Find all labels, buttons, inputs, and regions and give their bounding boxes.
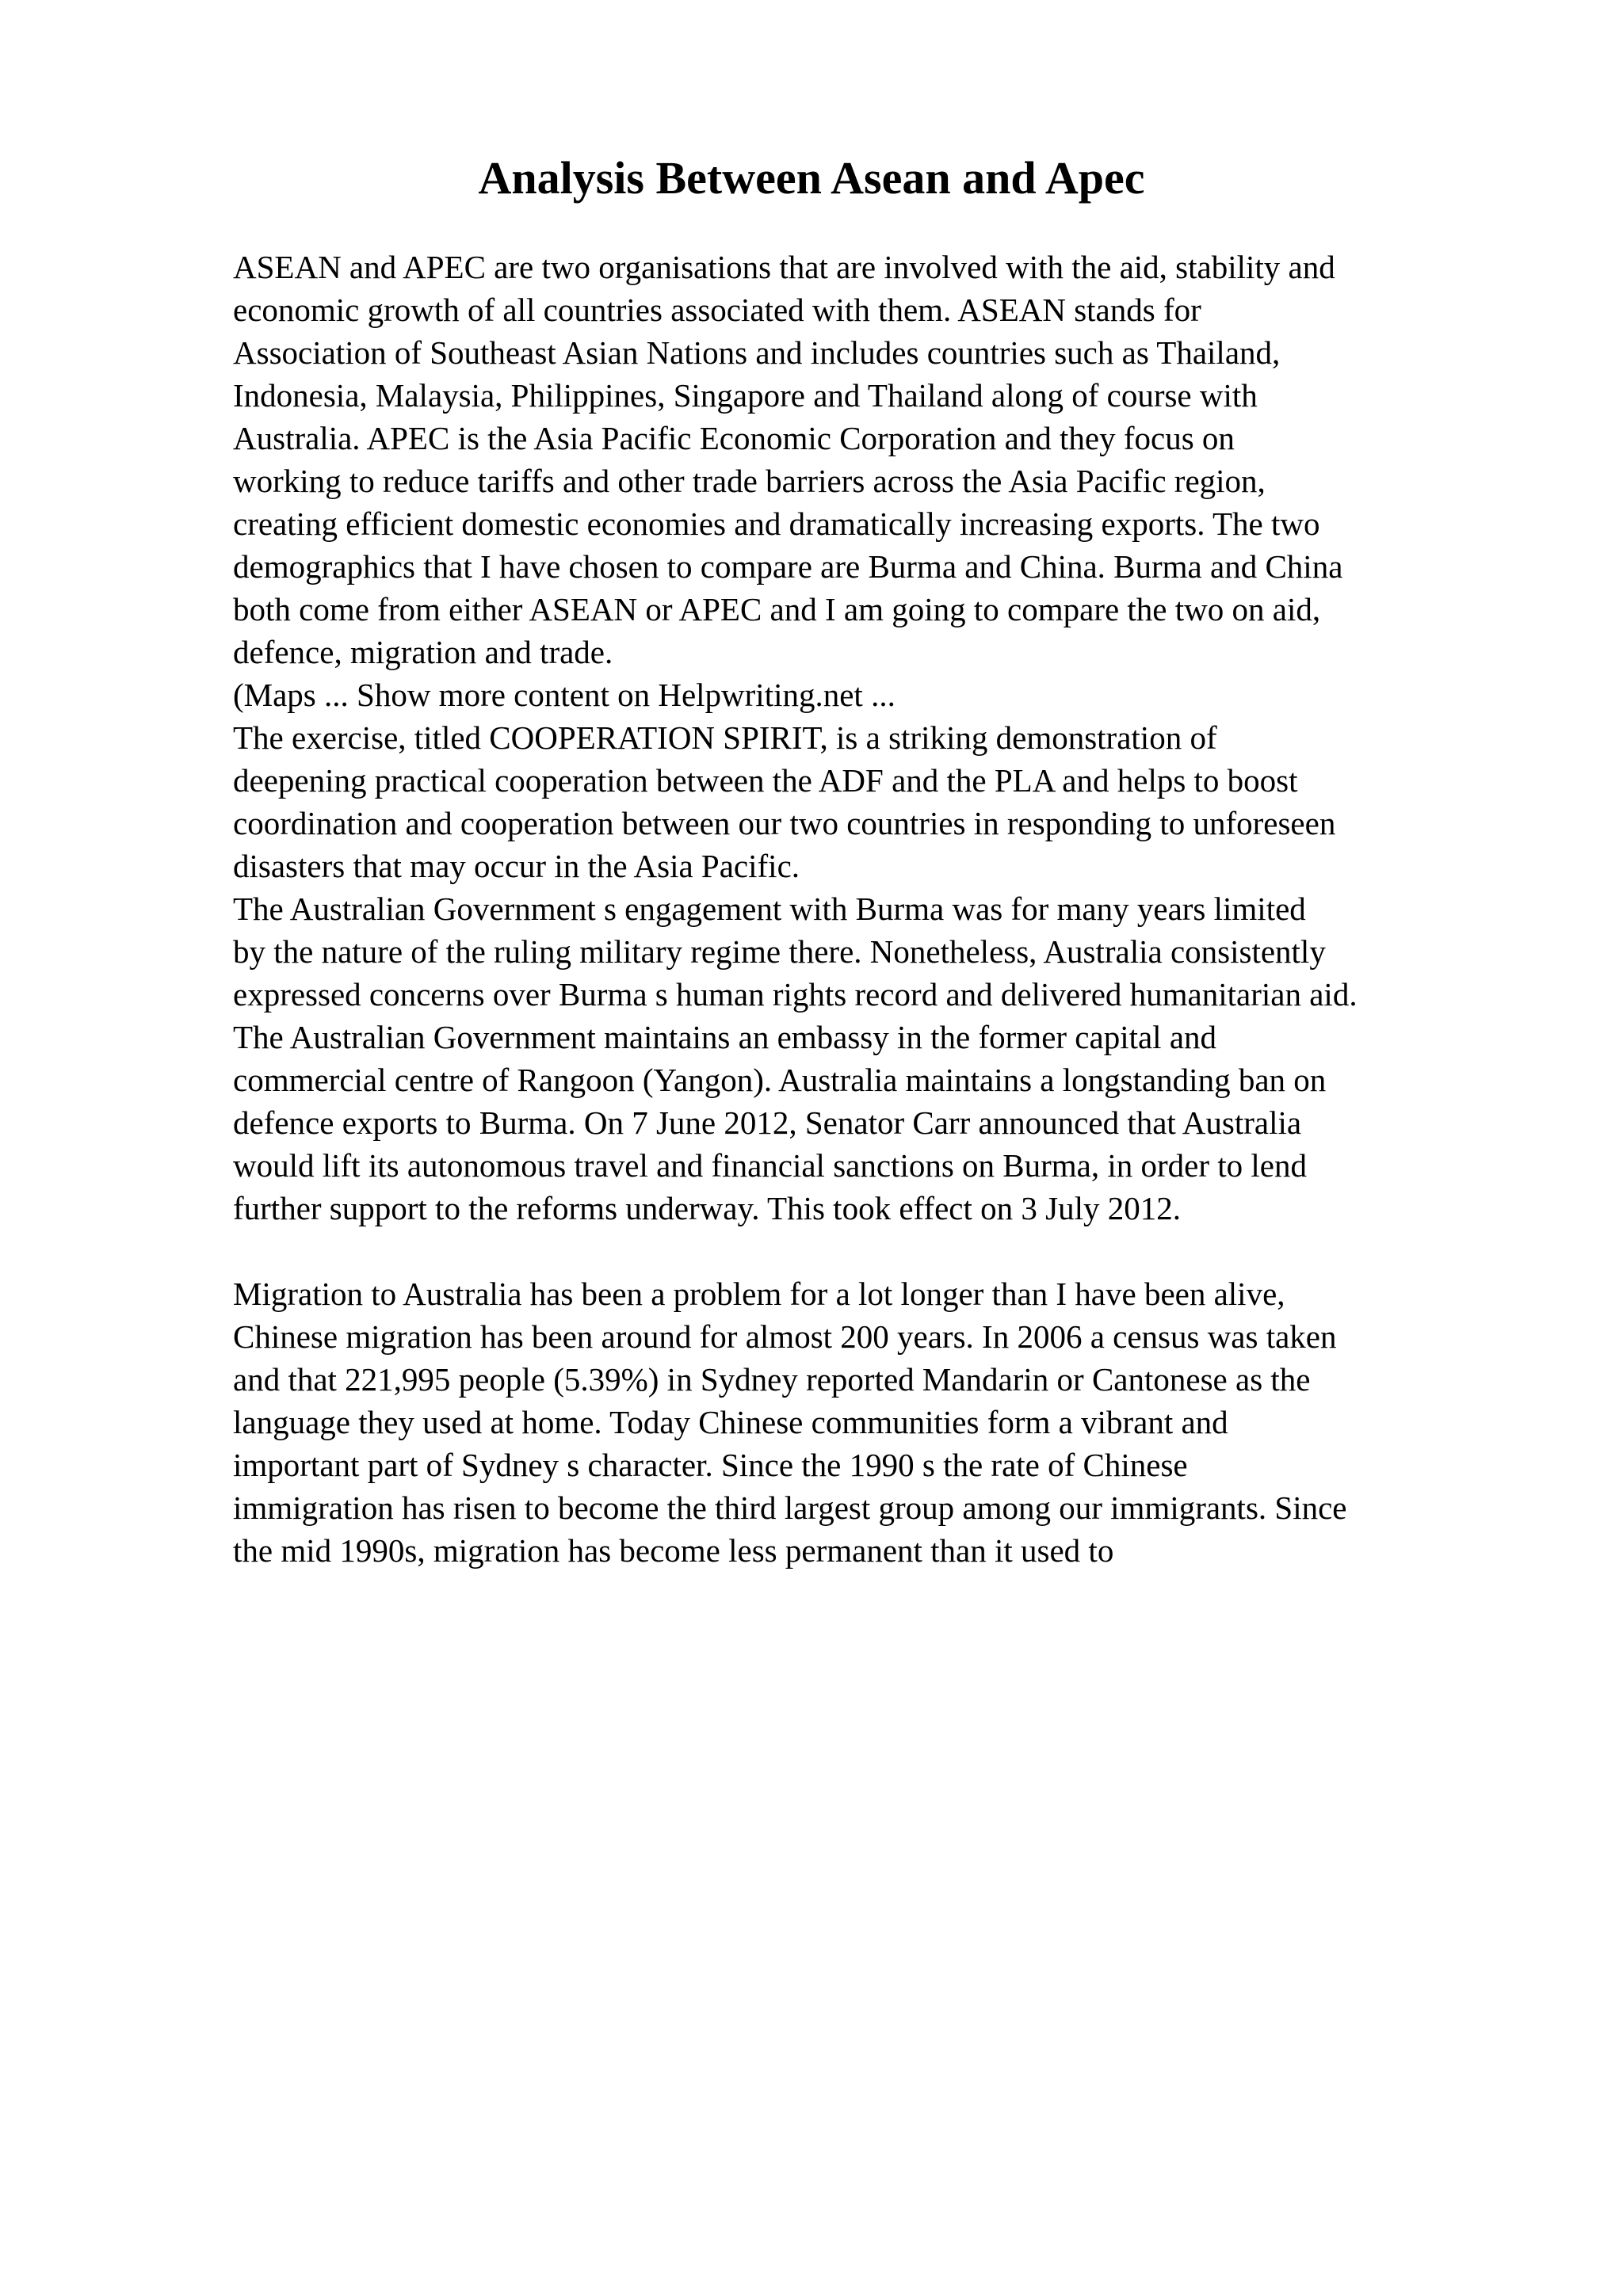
text-line: immigration has risen to become the third largest group among our immigrants. Since — [233, 1489, 1347, 1526]
text-line: language they used at home. Today Chinese communities form a vibrant and — [233, 1404, 1228, 1440]
paragraph — [233, 1272, 1541, 1572]
text-line: The Australian Government maintains an embassy in the former capital and — [233, 1019, 1217, 1055]
document-body — [233, 246, 1541, 1572]
text-line: disasters that may occur in the Asia Pacific. — [233, 848, 800, 884]
text-line: by the nature of the ruling military regime there. Nonetheless, Australia consistently — [233, 933, 1326, 970]
paragraph — [233, 716, 1541, 887]
text-line: expressed concerns over Burma s human rights record and delivered humanitarian aid. — [233, 976, 1358, 1013]
paragraph — [233, 887, 1541, 1230]
text-line: important part of Sydney s character. Since the 1990 s the rate of Chinese — [233, 1447, 1188, 1483]
text-line: the mid 1990s, migration has become less permanent than it used to — [233, 1532, 1114, 1569]
text-line: would lift its autonomous travel and financial sanctions on Burma, in order to lend — [233, 1147, 1308, 1184]
paragraph-gap — [233, 1230, 1541, 1272]
text-line: deepening practical cooperation between the ADF and the PLA and helps to boost — [233, 762, 1298, 799]
text-line: (Maps ... Show more content on Helpwriting.net ... — [233, 677, 896, 713]
text-line: The Australian Government s engagement with Burma was for many years limited — [233, 891, 1306, 927]
paragraph — [233, 673, 1541, 716]
text-line: both come from either ASEAN or APEC and I am going to compare the two on aid, — [233, 591, 1321, 627]
text-line: demographics that I have chosen to compare are Burma and China. Burma and China — [233, 548, 1343, 585]
text-line: Migration to Australia has been a problem for a lot longer than I have been alive, — [233, 1276, 1285, 1312]
text-line: Chinese migration has been around for almost 200 years. In 2006 a census was taken — [233, 1318, 1337, 1355]
text-line: further support to the reforms underway. This took effect on 3 July 2012. — [233, 1190, 1181, 1226]
text-line: defence, migration and trade. — [233, 634, 613, 670]
document-title: Analysis Between Asean and Apec — [478, 152, 1145, 204]
text-line: economic growth of all countries associated with them. ASEAN stands for — [233, 292, 1201, 328]
text-line: defence exports to Burma. On 7 June 2012, Senator Carr announced that Australia — [233, 1104, 1302, 1141]
text-line: and that 221,995 people (5.39%) in Sydney reported Mandarin or Cantonese as the — [233, 1361, 1311, 1398]
text-line: ASEAN and APEC are two organisations that are involved with the aid, stability and — [233, 249, 1335, 285]
text-line: commercial centre of Rangoon (Yangon). Australia maintains a longstanding ban on — [233, 1062, 1327, 1098]
text-line: Australia. APEC is the Asia Pacific Economic Corporation and they focus on — [233, 420, 1235, 456]
text-line: coordination and cooperation between our two countries in responding to unforeseen — [233, 805, 1336, 841]
text-line: Indonesia, Malaysia, Philippines, Singapore and Thailand along of course with — [233, 377, 1258, 414]
paragraph — [233, 246, 1541, 673]
text-line: working to reduce tariffs and other trade barriers across the Asia Pacific region, — [233, 463, 1266, 499]
text-line: Association of Southeast Asian Nations and includes countries such as Thailand, — [233, 334, 1281, 371]
text-line: creating efficient domestic economies and dramatically increasing exports. The two — [233, 505, 1320, 542]
text-line: The exercise, titled COOPERATION SPIRIT, is a striking demonstration of — [233, 719, 1217, 756]
